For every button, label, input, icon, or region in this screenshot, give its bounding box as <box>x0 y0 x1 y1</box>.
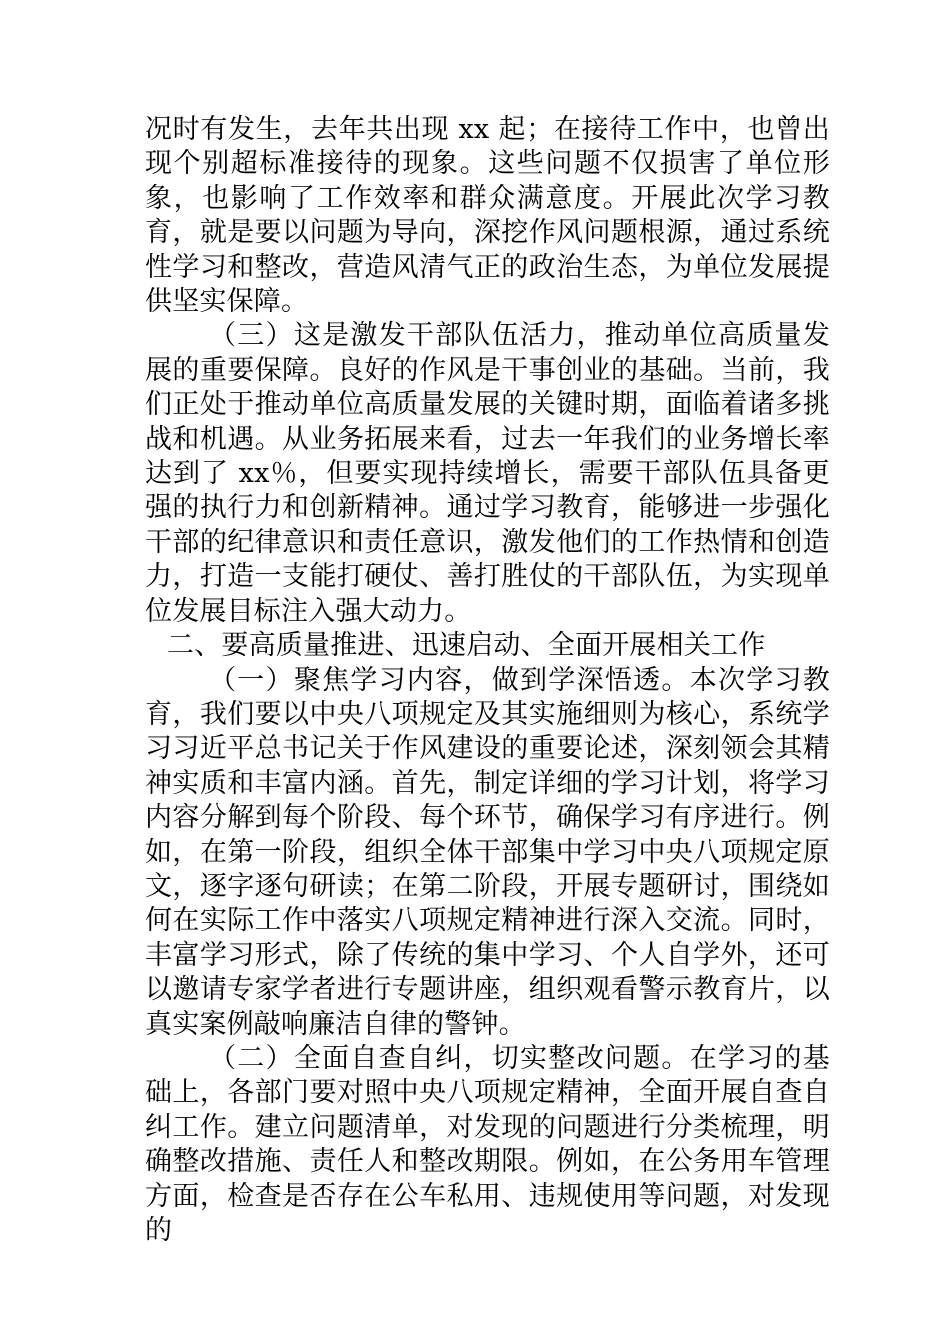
paragraph-section-three: （三）这是激发干部队伍活力，推动单位高质量发展的重要保障。良好的作风是干事创业的基础。当前，我们正处于推动单位高质量发展的关键时期，面临着诸多挑战和机遇。从业务拓展来看，过去一年我们的业务增长率达到了 xx％，但要实现持续增长，需要干部队伍具备更强的执行力和创新精神。通过学习教育，能够进一步强化干部的纪律意识和责任意识，激发他们的工作热情和创造力，打造一支能打硬仗、善打胜仗的干部队伍，为实现单位发展目标注入强大动力。 <box>145 320 830 627</box>
paragraph-continuation: 况时有发生，去年共出现 xx 起；在接待工作中，也曾出现个别超标准接待的现象。这些问题不仅损害了单位形象，也影响了工作效率和群众满意度。开展此次学习教育，就是要以问题为导向，深挖作风问题根源，通过系统性学习和整改，营造风清气正的政治生态，为单位发展提供坚实保障。 <box>145 114 830 318</box>
paragraph-subsection-two: （二）全面自查自纠，切实整改问题。在学习的基础上，各部门要对照中央八项规定精神，全面开展自查自纠工作。建立问题清单，对发现的问题进行分类梳理，明确整改措施、责任人和整改期限。例如，在公务用车管理方面，检查是否存在公车私用、违规使用等问题，对发现的 <box>145 1042 830 1246</box>
section-heading-two: 二、要高质量推进、迅速启动、全面开展相关工作 <box>167 630 766 662</box>
document-body <box>145 113 830 1248</box>
paragraph-subsection-one: （一）聚焦学习内容，做到学深悟透。本次学习教育，我们要以中央八项规定及其实施细则为核心，系统学习习近平总书记关于作风建设的重要论述，深刻领会其精神实质和丰富内涵。首先，制定详细的学习计划，将学习内容分解到每个阶段、每个环节，确保学习有序进行。例如，在第一阶段，组织全体干部集中学习中央八项规定原文，逐字逐句研读；在第二阶段，开展专题研讨，围绕如何在实际工作中落实八项规定精神进行深入交流。同时，丰富学习形式，除了传统的集中学习、个人自学外，还可以邀请专家学者进行专题讲座，组织观看警示教育片，以真实案例敲响廉洁自律的警钟。 <box>145 664 830 1040</box>
